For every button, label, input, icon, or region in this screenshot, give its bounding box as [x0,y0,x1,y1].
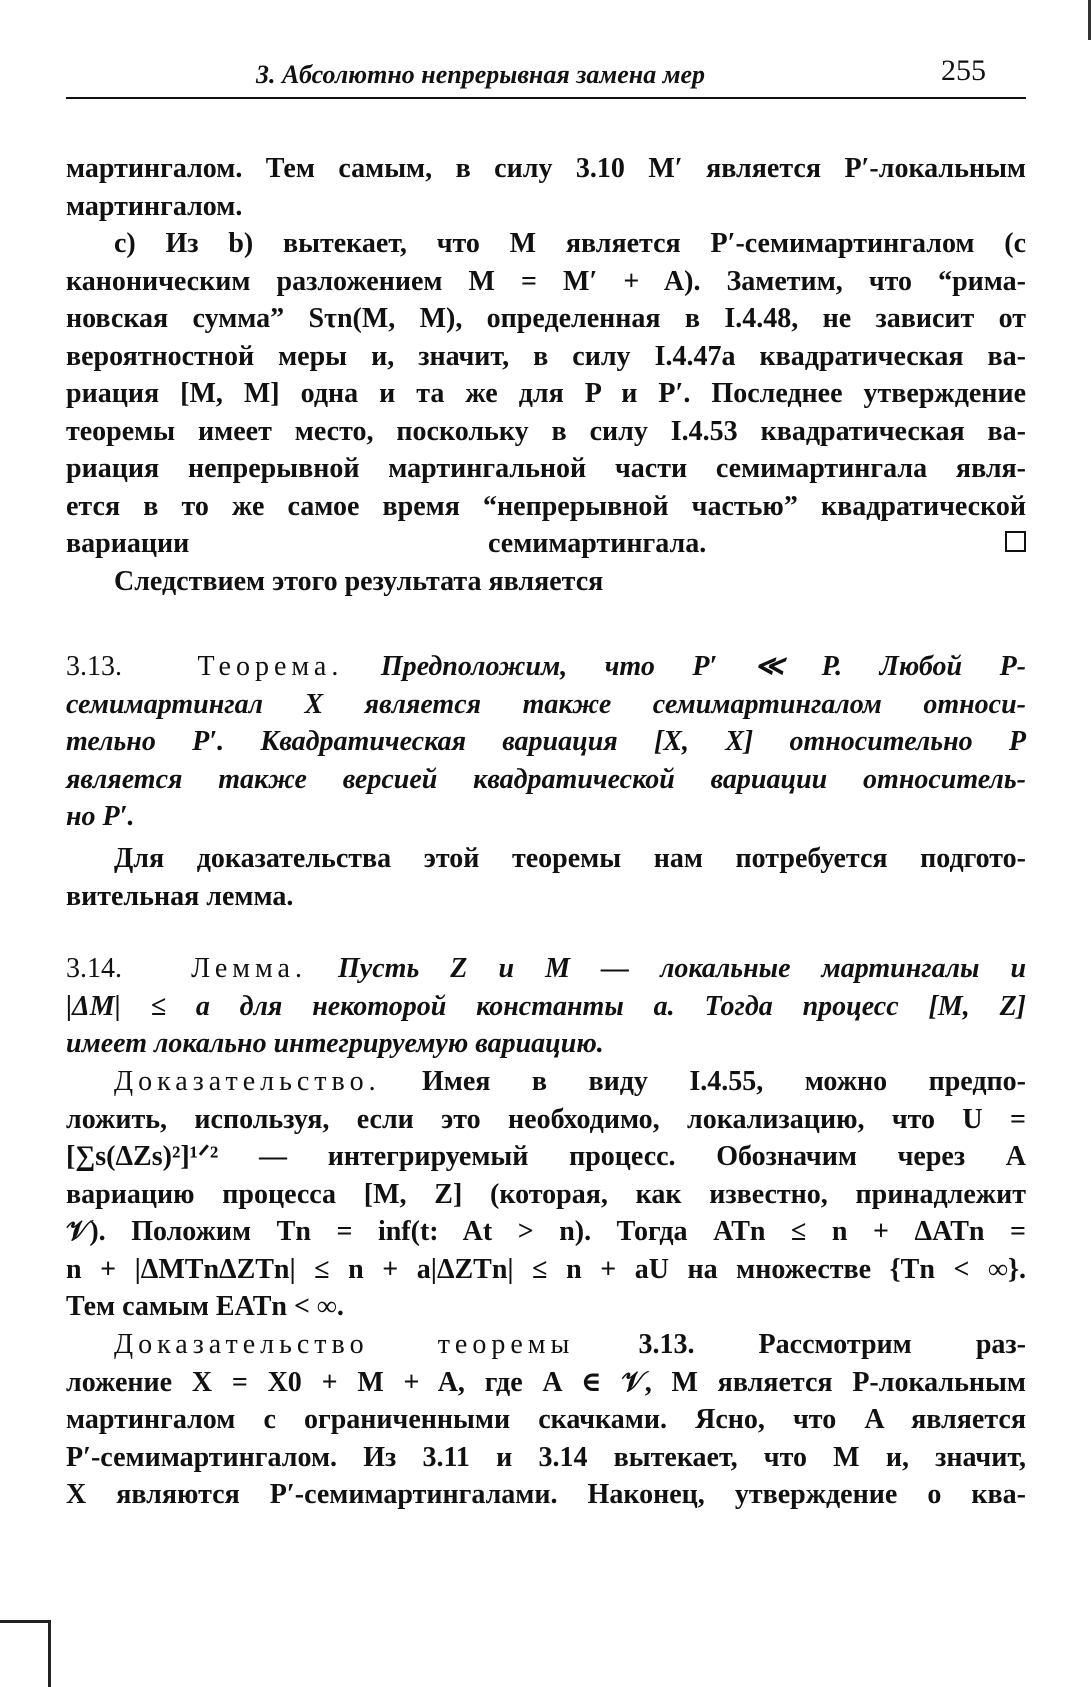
theorem-text: тельно P′. Квадратическая вариация [X, X] относительно P [66,726,1026,757]
text-line: Для доказательства этой теоремы нам потребуется подгото- [114,843,1026,874]
lemma-first-line [66,950,1026,988]
lemma-text: Пусть Z и M — локальные мартингалы и [338,953,1027,984]
paragraph-2 [66,225,1026,563]
text-line: мартингалом. [66,190,243,222]
proof-text: вариацию процесса [M, Z] (которая, как известно, принадлежит [66,1178,1026,1210]
proof-text: X являются P′-семимартингалами. Наконец, утверждение о ква- [66,1479,1026,1510]
scan-edge-mark [0,1620,51,1687]
text-line: ется в то же самое время “непрерывной частью” квадратической [66,490,1026,522]
text-line: вительная лемма. [66,880,294,912]
proof-text: Имея в виду I.4.55, можно предпо- [422,1066,1026,1097]
text-line: c) Из b) вытекает, что M является P′-семимартингалом (с [114,228,1026,259]
proof-text: 𝒱). Положим Tn = inf(t: At > n). Тогда ATn ≤ n + ΔATn = [66,1216,1026,1247]
lemma-3-14 [66,950,1026,1063]
proof-text: Тем самым EATn < ∞. [66,1291,344,1322]
text-line: мартингалом. Тем самым, в силу 3.10 M′ является P′-локальным [66,153,1026,184]
theorem-text: но P′. [66,801,135,832]
proof-text: [∑s(ΔZs)²]¹ᐟ² — интегрируемый процесс. Обозначим через A [66,1141,1026,1172]
proof-label: Доказательство. [114,1066,381,1097]
text-line: каноническим разложением M = M′ + A). Заметим, что “рима- [66,265,1026,297]
paragraph-4 [66,840,1026,915]
text-line-with-qed [66,525,1026,563]
lemma-label: Лемма. [191,953,307,984]
theorem-text: является также версией квадратической вариации относитель- [66,763,1026,795]
theorem-3-13 [66,648,1026,836]
text-line: риация [M, M] одна и та же для P и P′. Последнее утверждение [66,378,1026,409]
theorem-text: Предположим, что P′ ≪ P. Любой P- [380,651,1026,682]
lemma-number: 3.14. [66,953,122,984]
theorem-text: семимартингал X является также семимартингалом относи- [66,688,1026,720]
qed-square-icon [1005,531,1026,552]
text-line: вероятностной меры и, значит, в силу I.4.47a квадратическая ва- [66,340,1026,372]
proof-text: мартингалом с ограниченными скачками. Ясно, что A является [66,1404,1026,1435]
lemma-text: имеет локально интегрируемую вариацию. [66,1028,604,1059]
proof-of-lemma [66,1063,1026,1326]
proof-text: P′-семимартингалом. Из 3.11 и 3.14 вытекает, что M и, значит, [66,1441,1026,1473]
text-line: риация непрерывной мартингальной части семимартингала явля- [66,453,1026,484]
text-line: теоремы имеет место, поскольку в силу I.4.53 квадратическая ва- [66,415,1026,447]
running-header-title: 3. Абсолютно непрерывная замена мер [256,60,706,89]
text-line: новская сумма” Sτn(M, M), определенная в I.4.48, не зависит от [66,303,1026,334]
proof-text: 3.13. Рассмотрим раз- [638,1329,1026,1360]
theorem-number: 3.13. [66,651,122,682]
lemma-text: |ΔM| ≤ a для некоторой константы a. Тогда процесс [M, Z] [66,990,1026,1022]
proof-text: n + |ΔMTnΔZTn| ≤ n + a|ΔZTn| ≤ n + aU на множестве {Tn < ∞}. [66,1253,1026,1285]
proof-first-line [66,1063,1026,1101]
proof-of-theorem [66,1326,1026,1514]
theorem-first-line [66,648,1026,686]
proof-text: ложить, используя, если это необходимо, локализацию, что U = [66,1103,1026,1135]
paragraph-1 [66,150,1026,225]
running-header [66,52,1026,100]
paragraph-3 [66,563,1026,601]
text-line: Следствием этого результата является [114,566,604,597]
text-line: вариации семимартингала. [66,528,707,559]
proof-label: Доказательство теоремы [114,1329,575,1360]
header-rule [66,97,1026,99]
proof-text: ложение X = X0 + M + A, где A ∈ 𝒱, M является P-локальным [66,1366,1026,1398]
proof-first-line [66,1326,1026,1364]
page-number: 255 [941,54,986,87]
theorem-label: Теорема. [197,651,344,682]
